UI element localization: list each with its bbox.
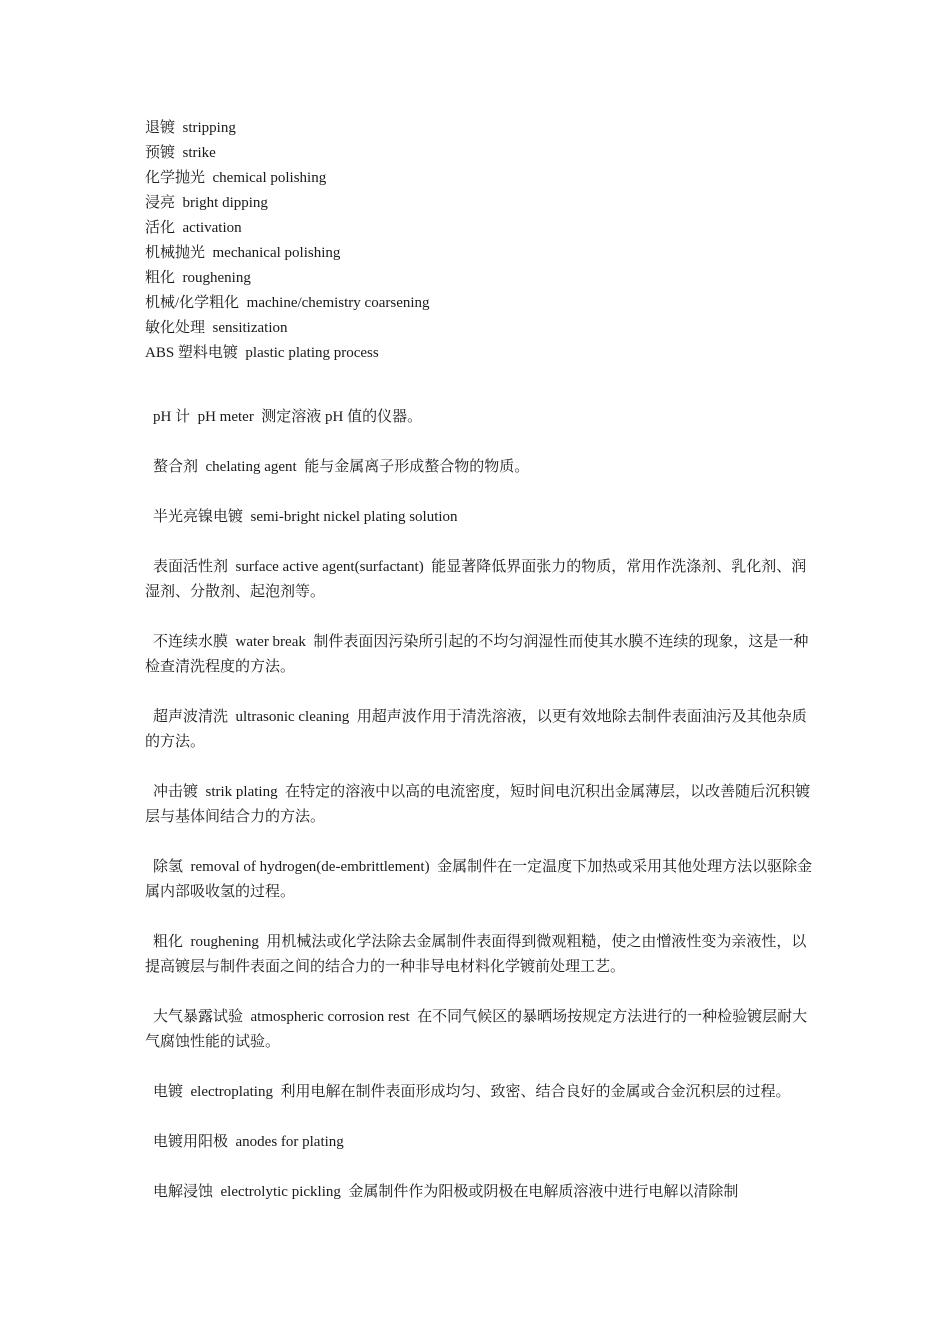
definition-paragraph: 超声波清洗 ultrasonic cleaning 用超声波作用于清洗溶液，以更有效地除去制件表面油污及其他杂质的方法。: [145, 709, 807, 750]
definition-paragraph: 螯合剂 chelating agent 能与金属离子形成螯合物的物质。: [153, 459, 530, 475]
definition-paragraph: 半光亮镍电镀 semi-bright nickel plating solution: [153, 509, 458, 525]
definition-paragraph: 表面活性剂 surface active agent(surfactant) 能显著降低界面张力的物质，常用作洗涤剂、乳化剂、润湿剂、分散剂、起泡剂等。: [145, 559, 807, 600]
definition-paragraph: pH 计 pH meter 测定溶液 pH 值的仪器。: [153, 409, 423, 425]
term-line: 退镀 stripping: [145, 120, 236, 136]
definition-paragraph: 除氢 removal of hydrogen(de-embrittlement) 金属制件在一定温度下加热或采用其他处理方法以驱除金属内部吸收氢的过程。: [145, 859, 813, 900]
term-line: ABS 塑料电镀 plastic plating process: [145, 345, 379, 361]
term-line: 敏化处理 sensitization: [145, 320, 288, 336]
definition-paragraph: 冲击镀 strik plating 在特定的溶液中以高的电流密度，短时间电沉积出金属薄层，以改善随后沉积镀层与基体间结合力的方法。: [145, 784, 811, 825]
term-line: 机械抛光 mechanical polishing: [145, 245, 341, 261]
definition-list: [145, 390, 813, 1230]
definition-paragraph: 粗化 roughening 用机械法或化学法除去金属制件表面得到微观粗糙，使之由憎液性变为亲液性，以提高镀层与制件表面之间的结合力的一种非导电材料化学镀前处理工艺。: [145, 934, 807, 975]
definition-paragraph: 电镀 electroplating 利用电解在制件表面形成均匀、致密、结合良好的金属或合金沉积层的过程。: [153, 1084, 791, 1100]
definition-paragraph: 大气暴露试验 atmospheric corrosion rest 在不同气候区的暴晒场按规定方法进行的一种检验镀层耐大气腐蚀性能的试验。: [145, 1009, 808, 1050]
term-line: 浸亮 bright dipping: [145, 195, 268, 211]
term-line: 活化 activation: [145, 220, 242, 236]
definition-paragraph: 不连续水膜 water break 制件表面因污染所引起的不均匀润湿性而使其水膜不连续的现象，这是一种检查清洗程度的方法。: [145, 634, 809, 675]
definition-paragraph: 电解浸蚀 electrolytic pickling 金属制件作为阳极或阴极在电解质溶液中进行电解以清除制: [153, 1184, 739, 1200]
definition-paragraph: 电镀用阳极 anodes for plating: [153, 1134, 344, 1150]
term-line: 粗化 roughening: [145, 270, 251, 286]
term-line: 化学抛光 chemical polishing: [145, 170, 327, 186]
term-line: 机械/化学粗化 machine/chemistry coarsening: [145, 295, 430, 311]
term-line: 预镀 strike: [145, 145, 216, 161]
term-list: [145, 116, 825, 366]
